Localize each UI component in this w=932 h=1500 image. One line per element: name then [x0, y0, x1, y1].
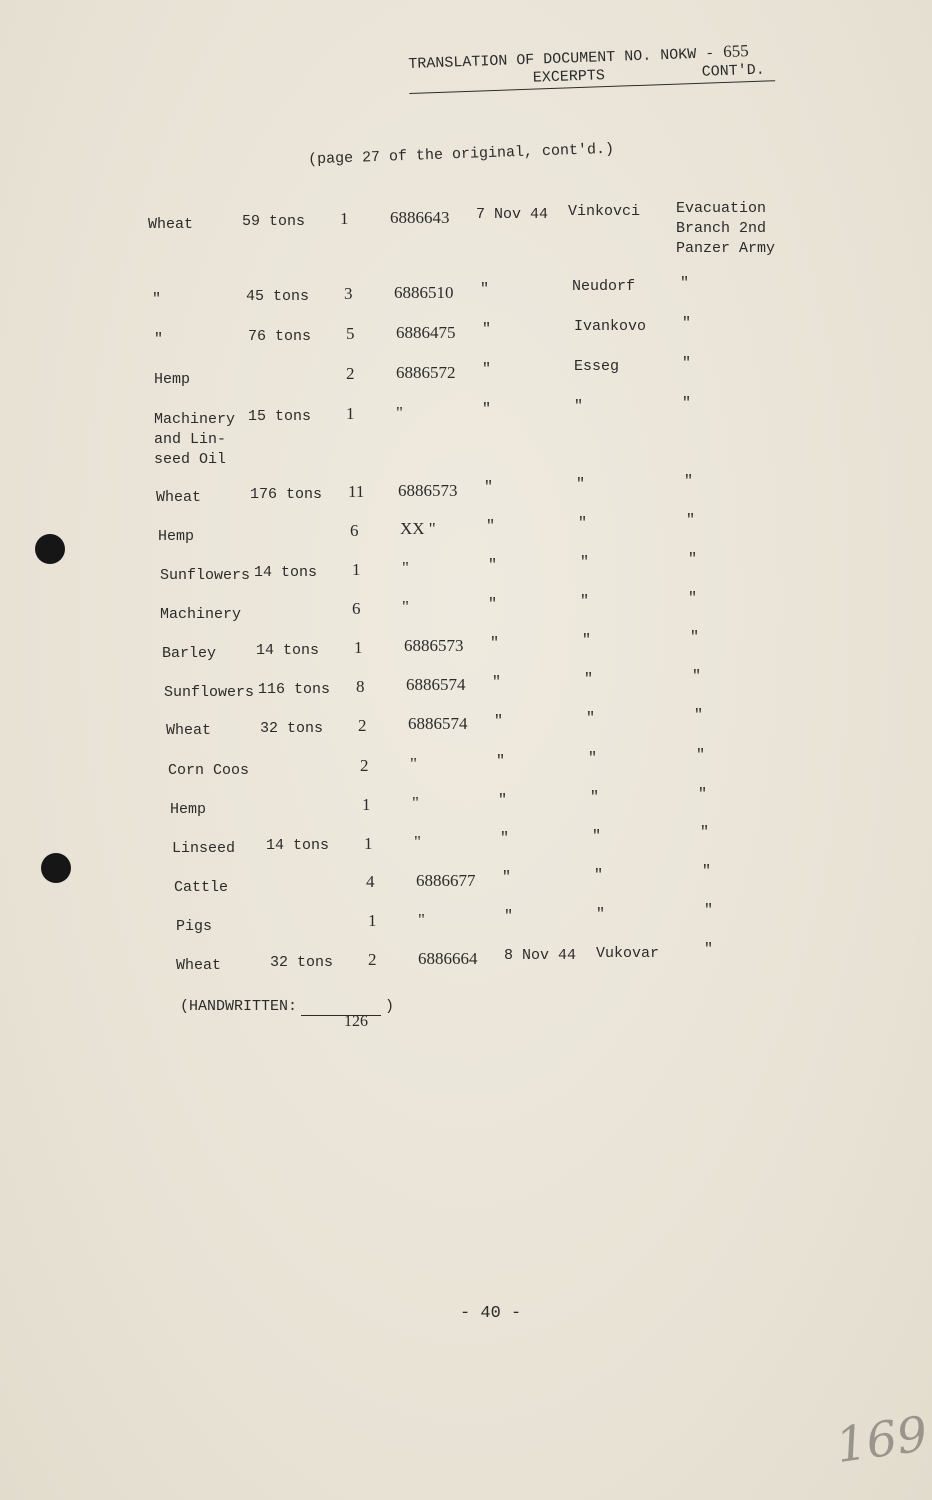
row-11-commodity: Sunflowers: [164, 683, 255, 701]
row-1-number: 6886643: [390, 207, 450, 227]
row-4-count: 2: [346, 364, 355, 384]
row-10-unit: ": [690, 628, 700, 646]
row-13-date: ": [496, 752, 506, 770]
row-17-place: ": [596, 905, 606, 923]
row-6-number: 6886573: [398, 480, 458, 500]
row-7-commodity: Hemp: [158, 527, 195, 545]
row-1-count: 1: [340, 209, 349, 229]
row-14-number: ": [412, 793, 419, 813]
row-16-date: ": [502, 869, 512, 887]
row-10-date: ": [490, 634, 500, 652]
row-3-number: 6886475: [396, 322, 456, 342]
row-2-date: ": [480, 281, 490, 299]
row-9-place: ": [580, 593, 590, 611]
row-6-place: ": [576, 476, 586, 494]
row-10-number: 6886573: [404, 636, 464, 656]
row-6-count: 11: [348, 482, 365, 501]
row-12-tonnage: 32 tons: [260, 719, 324, 737]
row-16-count: 4: [366, 872, 375, 892]
row-4-place: Esseg: [574, 358, 620, 376]
row-5-count: 1: [346, 404, 355, 424]
row-18-tonnage: 32 tons: [270, 954, 334, 972]
row-16-unit: ": [702, 863, 712, 881]
row-18-unit: ": [704, 941, 714, 959]
handwritten-close: ): [385, 998, 395, 1015]
row-6-unit: ": [684, 472, 694, 490]
row-12-count: 2: [358, 715, 367, 735]
row-8-place: ": [580, 554, 590, 572]
handwritten-value: 126: [344, 1013, 368, 1030]
row-6-tonnage: 176 tons: [250, 485, 323, 503]
row-9-count: 6: [352, 598, 361, 618]
row-11-count: 8: [356, 676, 365, 696]
row-16-commodity: Cattle: [174, 879, 229, 897]
row-11-tonnage: 116 tons: [258, 680, 331, 698]
row-15-tonnage: 14 tons: [266, 837, 330, 855]
row-17-number: ": [418, 909, 425, 929]
row-1-place: Vinkovci: [568, 203, 641, 221]
row-17-count: 1: [368, 911, 377, 931]
archive-number: 169: [832, 1405, 932, 1475]
row-3-commodity: ": [154, 330, 164, 348]
row-3-place: Ivankovo: [574, 318, 647, 336]
row-12-place: ": [586, 709, 596, 727]
row-16-number: 6886677: [416, 870, 476, 890]
row-5-tonnage: 15 tons: [248, 408, 312, 425]
row-15-number: ": [414, 832, 421, 852]
row-18-commodity: Wheat: [176, 957, 222, 975]
row-8-count: 1: [352, 559, 361, 579]
row-8-number: ": [402, 558, 409, 578]
row-10-count: 1: [354, 637, 363, 657]
row-13-commodity: Corn Coos: [168, 762, 250, 780]
row-14-count: 1: [362, 794, 371, 814]
row-8-tonnage: 14 tons: [254, 563, 318, 581]
row-7-number: XX ": [400, 519, 436, 539]
punch-hole-top: [35, 534, 65, 564]
row-18-number: 6886664: [418, 948, 478, 968]
row-13-place: ": [588, 749, 598, 767]
handwritten-label: (HANDWRITTEN:: [180, 998, 298, 1015]
row-1-tonnage: 59 tons: [242, 213, 306, 231]
row-8-unit: ": [688, 550, 698, 568]
row-15-commodity: Linseed: [172, 840, 236, 858]
row-13-count: 2: [360, 755, 369, 775]
handwritten-blank: [301, 998, 381, 1016]
row-2-count: 3: [344, 284, 353, 304]
row-10-place: ": [582, 631, 592, 649]
row-11-place: ": [584, 670, 594, 688]
row-2-tonnage: 45 tons: [246, 288, 310, 306]
row-9-number: ": [402, 597, 409, 617]
row-1-date: 7 Nov 44: [476, 206, 549, 224]
row-5-place: ": [574, 398, 584, 416]
row-5-unit: ": [682, 394, 692, 412]
row-4-commodity: Hemp: [154, 370, 191, 388]
row-7-unit: ": [686, 511, 696, 529]
row-12-date: ": [494, 712, 504, 730]
row-7-count: 6: [350, 520, 359, 540]
punch-hole-bottom: [41, 853, 71, 883]
row-18-date: 8 Nov 44: [504, 947, 577, 965]
row-15-unit: ": [700, 824, 710, 842]
row-14-commodity: Hemp: [170, 801, 207, 819]
row-11-unit: ": [692, 667, 702, 685]
header-contd: CONT'D.: [701, 61, 766, 81]
row-1-unit: Evacuation Branch 2nd Panzer Army: [676, 200, 776, 258]
row-9-unit: ": [688, 589, 698, 607]
row-9-commodity: Machinery: [160, 605, 242, 623]
row-12-unit: ": [694, 706, 704, 724]
row-12-commodity: Wheat: [166, 722, 212, 740]
row-4-unit: ": [682, 354, 692, 372]
row-14-date: ": [498, 791, 508, 809]
header-doc-number: 655: [722, 41, 749, 61]
row-4-date: ": [482, 360, 492, 378]
row-2-number: 6886510: [394, 282, 454, 302]
row-7-place: ": [578, 515, 588, 533]
row-8-date: ": [488, 556, 498, 574]
row-5-commodity: Machinery and Lin- seed Oil: [154, 410, 236, 468]
page-note: (page 27 of the original, cont'd.): [307, 140, 615, 169]
row-6-date: ": [484, 478, 494, 496]
row-2-unit: ": [680, 275, 690, 293]
row-4-number: 6886572: [396, 362, 456, 382]
document-header: [408, 41, 789, 94]
row-3-unit: ": [682, 314, 692, 332]
row-15-date: ": [500, 830, 510, 848]
row-5-date: ": [482, 400, 492, 418]
row-3-date: ": [482, 320, 492, 338]
row-15-count: 1: [364, 833, 373, 853]
row-10-tonnage: 14 tons: [256, 641, 320, 659]
row-6-commodity: Wheat: [156, 488, 202, 506]
row-17-date: ": [504, 908, 514, 926]
row-17-commodity: Pigs: [176, 918, 213, 936]
row-7-date: ": [486, 517, 496, 535]
row-11-date: ": [492, 673, 502, 691]
row-2-place: Neudorf: [572, 278, 636, 296]
row-3-tonnage: 76 tons: [248, 328, 312, 345]
row-14-place: ": [590, 788, 600, 806]
row-8-commodity: Sunflowers: [160, 566, 251, 584]
row-18-place: Vukovar: [596, 944, 660, 962]
row-18-count: 2: [368, 950, 377, 970]
row-17-unit: ": [704, 902, 714, 920]
header-excerpts: EXCERPTS: [532, 67, 606, 87]
header-title-prefix: TRANSLATION OF DOCUMENT NO. NOKW -: [408, 45, 715, 73]
row-1-commodity: Wheat: [148, 216, 194, 233]
row-13-number: ": [410, 754, 417, 774]
row-16-place: ": [594, 866, 604, 884]
row-15-place: ": [592, 827, 602, 845]
row-10-commodity: Barley: [162, 644, 217, 662]
row-9-date: ": [488, 595, 498, 613]
row-5-number: ": [396, 402, 403, 422]
row-3-count: 5: [346, 324, 355, 344]
row-14-unit: ": [698, 785, 708, 803]
page-number: - 40 -: [460, 1304, 522, 1323]
row-11-number: 6886574: [406, 675, 466, 695]
row-2-commodity: ": [152, 290, 162, 308]
row-12-number: 6886574: [408, 714, 468, 734]
row-13-unit: ": [696, 746, 706, 764]
